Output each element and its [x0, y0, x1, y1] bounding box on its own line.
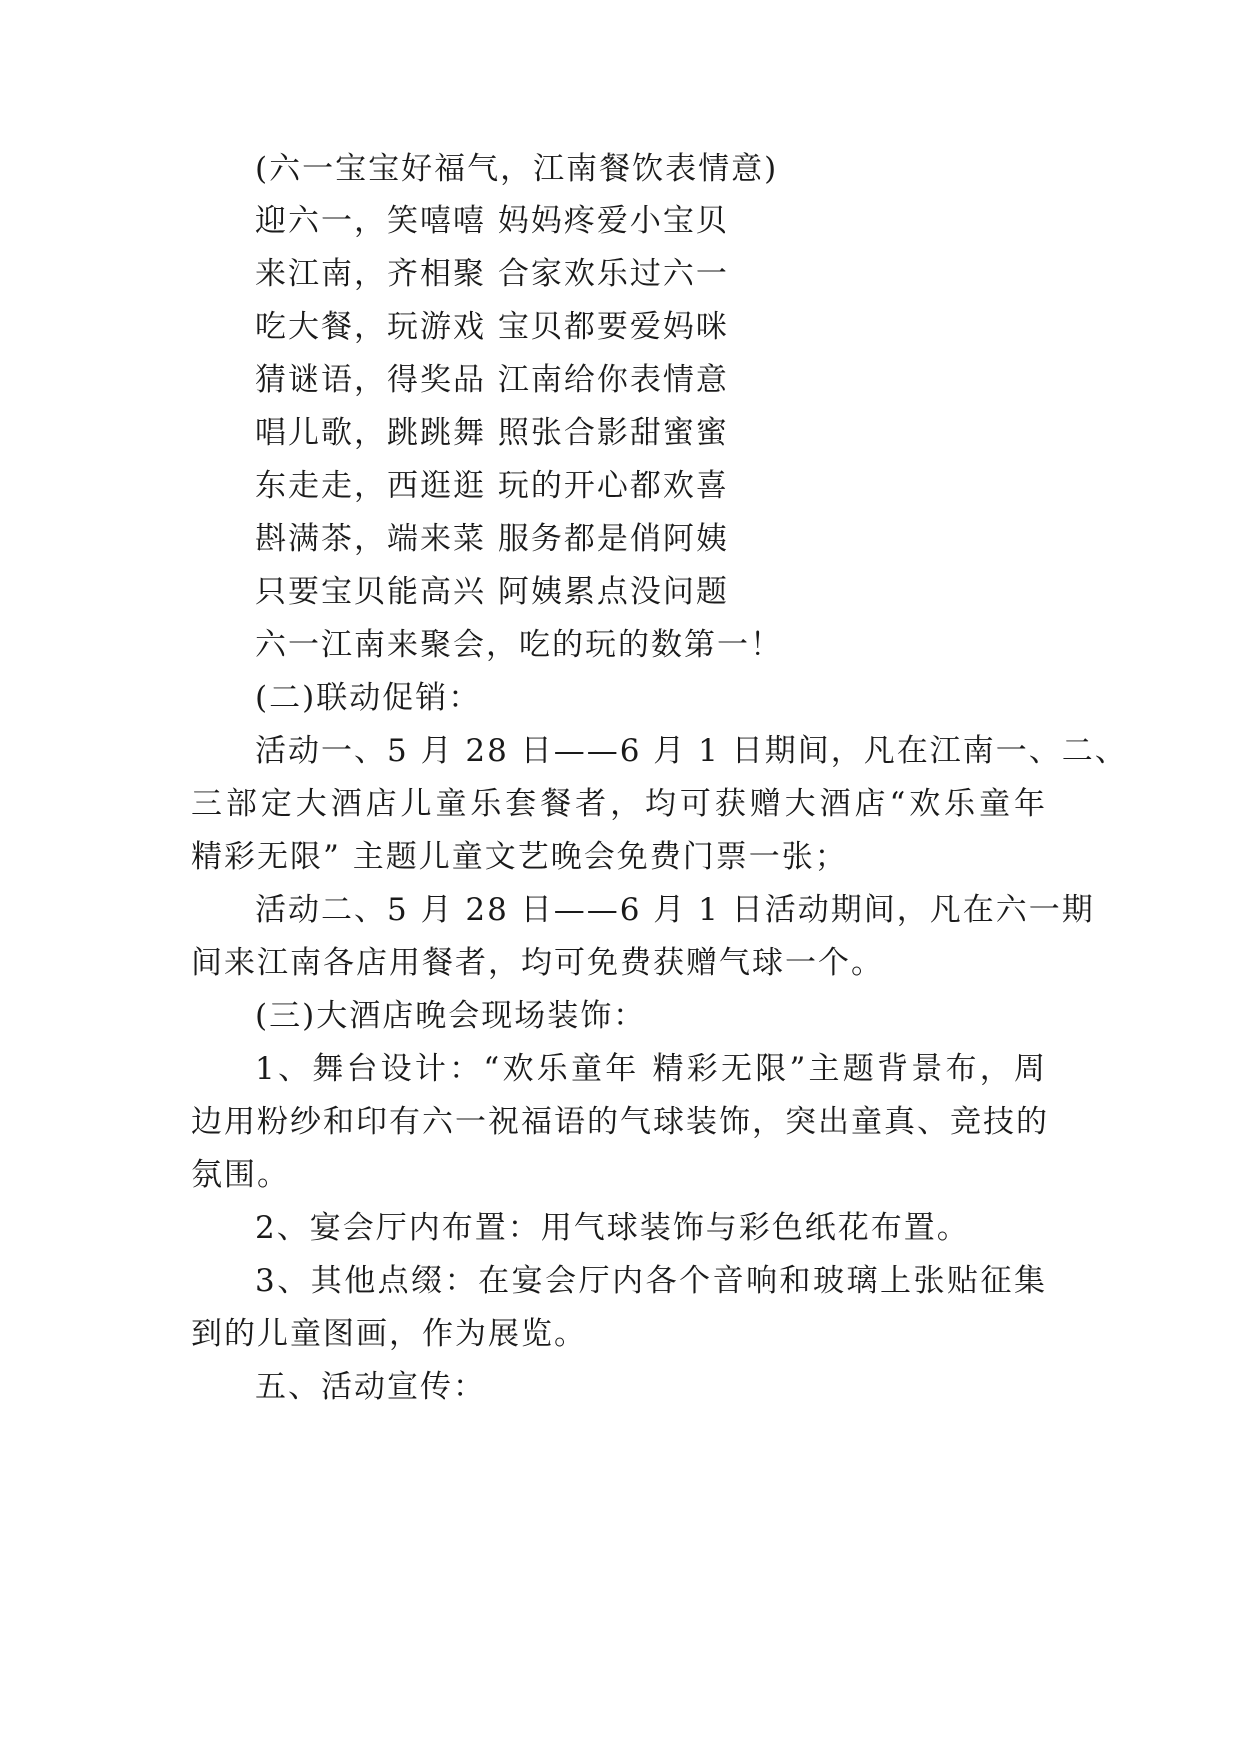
activity2-line: 间来江南各店用餐者，均可免费获赠气球一个。	[191, 945, 884, 981]
poem-line: 迎六一，笑嘻嘻 妈妈疼爱小宝贝	[255, 203, 729, 239]
poem-line: 斟满茶，端来菜 服务都是俏阿姨	[255, 521, 729, 557]
activity1-line: 三部定大酒店儿童乐套餐者，均可获赠大酒店“欢乐童年	[191, 786, 1047, 822]
poem-line: 东走走，西逛逛 玩的开心都欢喜	[255, 468, 729, 504]
activity1-line: 精彩无限” 主题儿童文艺晚会免费门票一张；	[191, 839, 848, 875]
section-heading-publicity: 五、活动宣传：	[255, 1369, 486, 1405]
poem-line: 猜谜语，得奖品 江南给你表情意	[255, 362, 729, 398]
decoration-item1-line: 氛围。	[191, 1157, 290, 1193]
poem-line: 六一江南来聚会，吃的玩的数第一！	[255, 627, 783, 663]
poem-title: (六一宝宝好福气，江南餐饮表情意)	[255, 151, 779, 187]
section-heading-decoration: (三)大酒店晚会现场装饰：	[255, 998, 647, 1034]
activity1-line: 活动一、5 月 28 日——6 月 1 日期间，凡在江南一、二、	[255, 733, 1128, 769]
poem-line: 来江南，齐相聚 合家欢乐过六一	[255, 256, 729, 292]
poem-line: 只要宝贝能高兴 阿姨累点没问题	[255, 574, 729, 610]
decoration-item1-line: 1、舞台设计：“欢乐童年 精彩无限”主题背景布，周	[255, 1051, 1047, 1087]
poem-line: 吃大餐，玩游戏 宝贝都要爱妈咪	[255, 309, 729, 345]
decoration-item3-line: 3、其他点缀：在宴会厅内各个音响和玻璃上张贴征集	[255, 1263, 1047, 1299]
activity2-line: 活动二、5 月 28 日——6 月 1 日活动期间，凡在六一期	[255, 892, 1095, 928]
section-heading-promo: (二)联动促销：	[255, 680, 482, 716]
decoration-item2: 2、宴会厅内布置：用气球装饰与彩色纸花布置。	[255, 1210, 970, 1246]
decoration-item1-line: 边用粉纱和印有六一祝福语的气球装饰，突出童真、竞技的	[191, 1104, 1049, 1140]
poem-line: 唱儿歌，跳跳舞 照张合影甜蜜蜜	[255, 415, 729, 451]
decoration-item3-line: 到的儿童图画，作为展览。	[191, 1316, 587, 1352]
